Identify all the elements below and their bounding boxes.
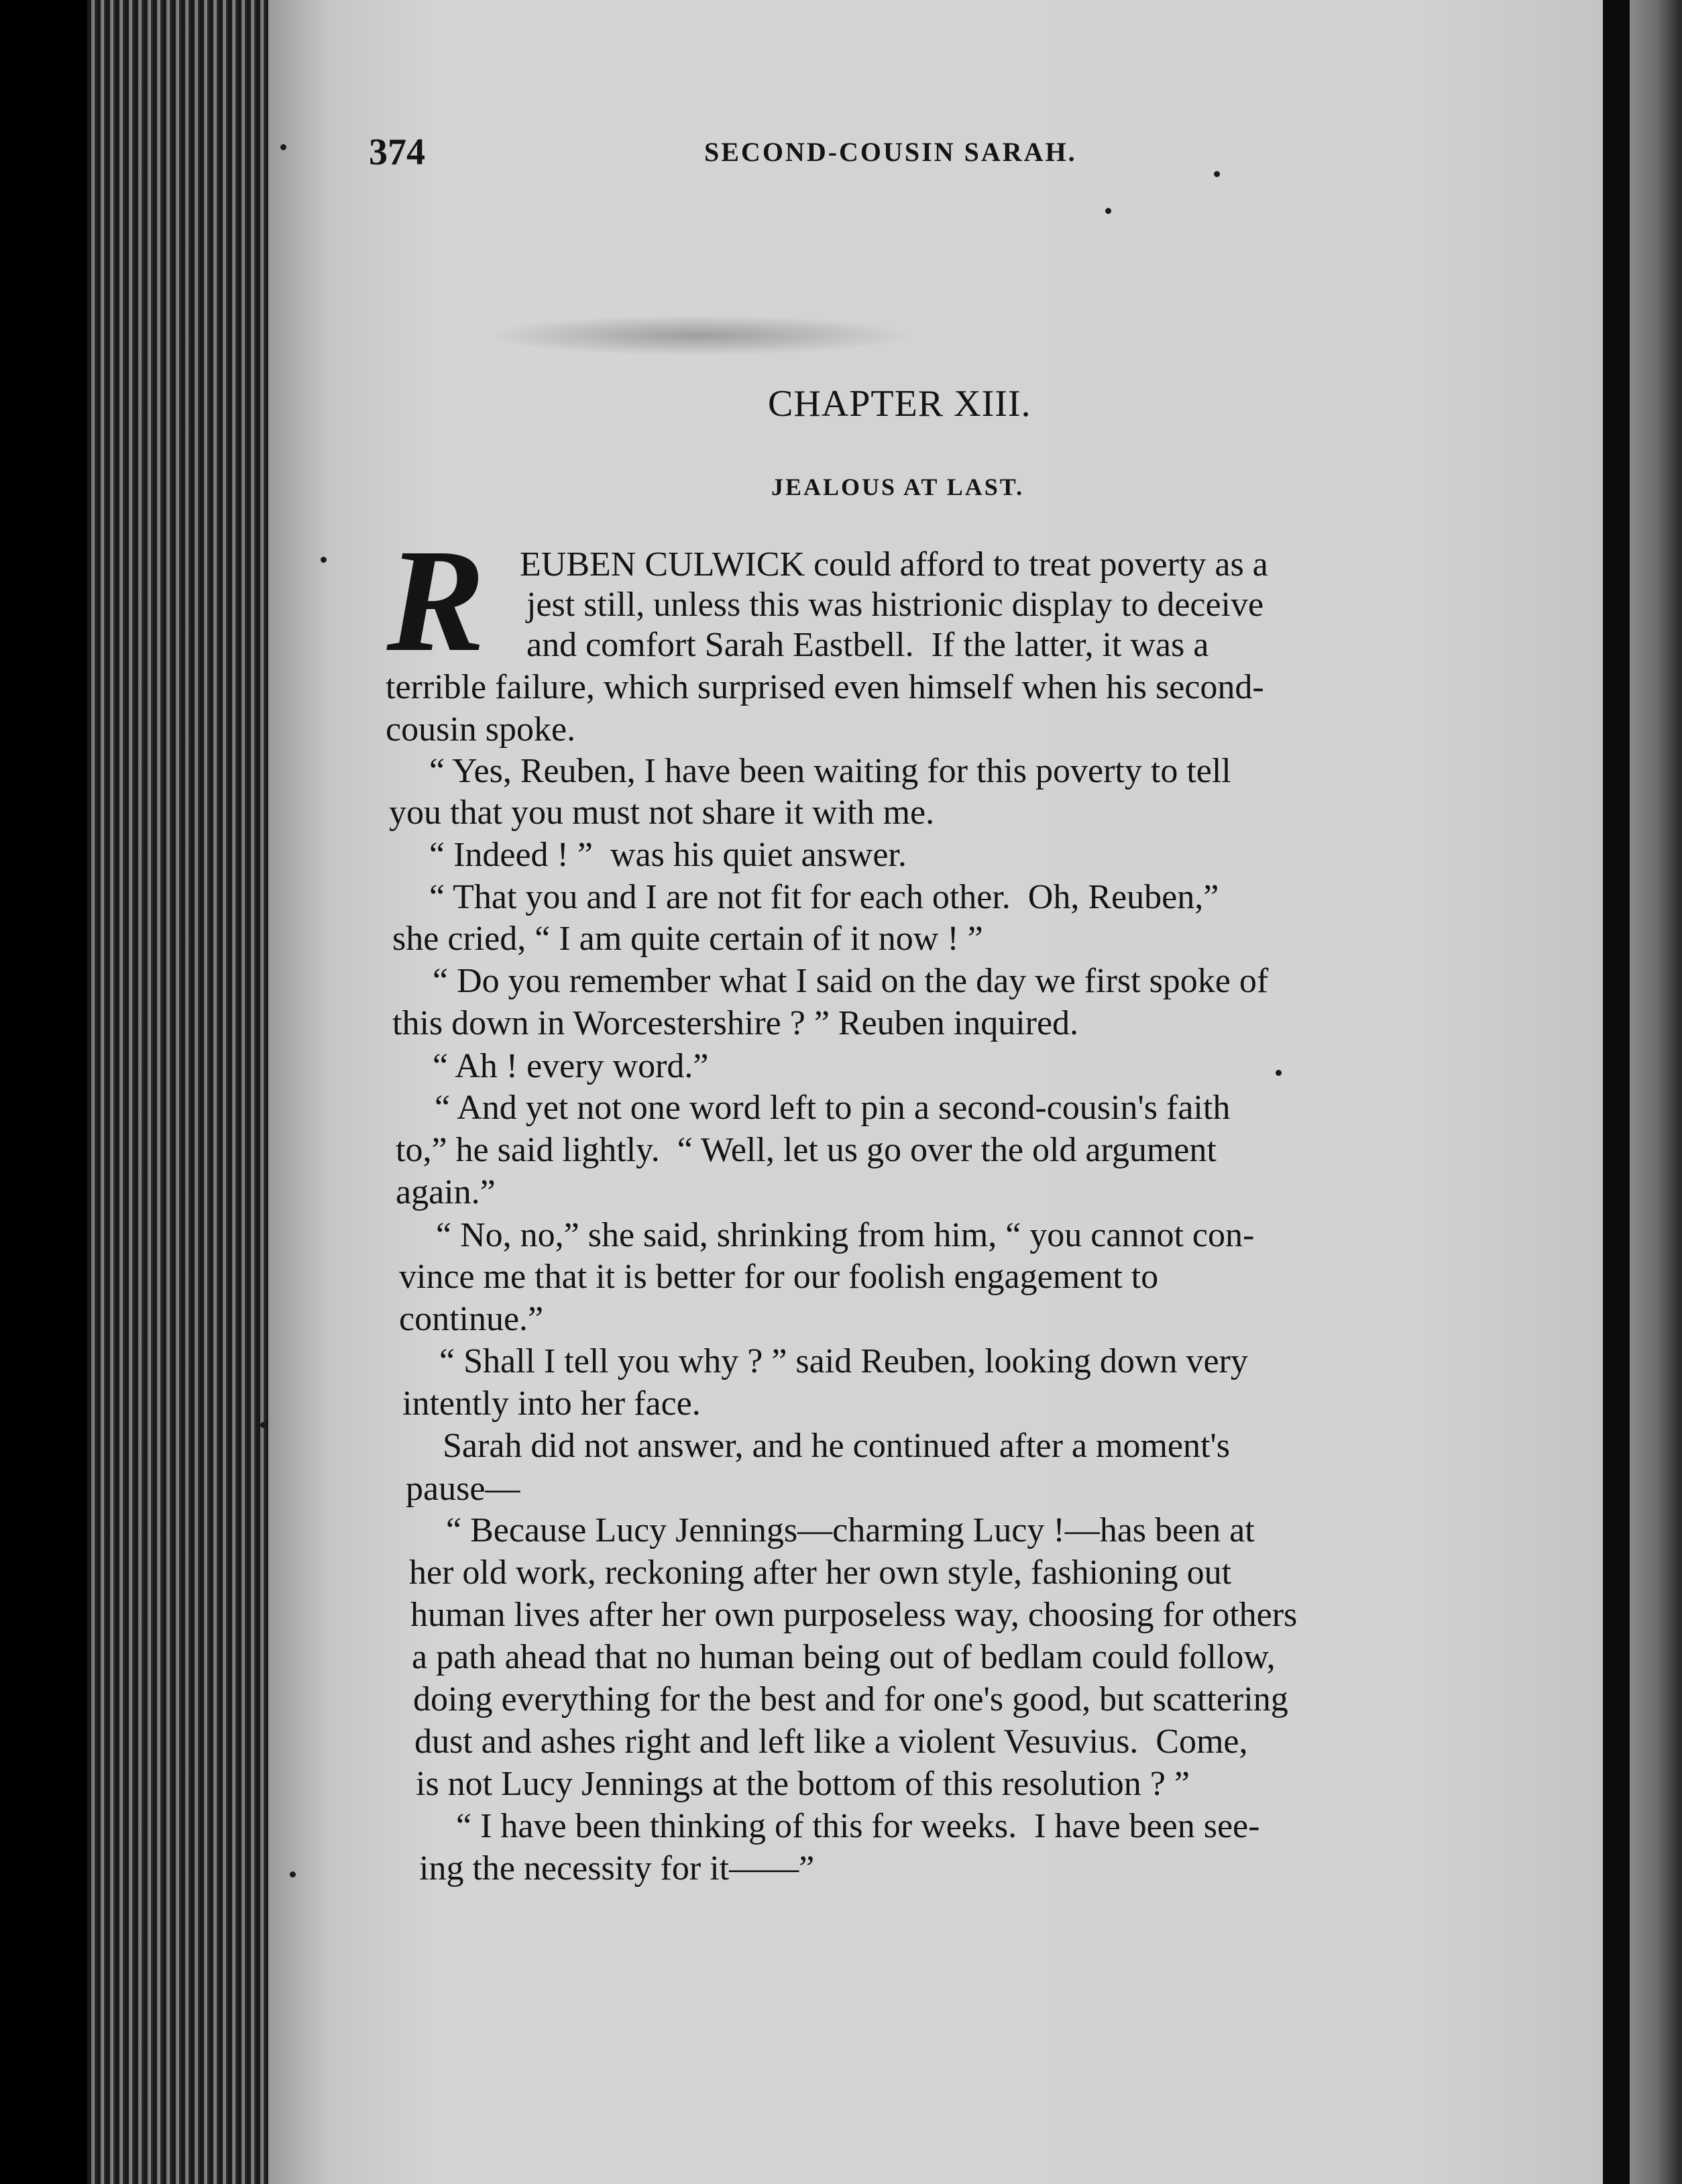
text-line: Sarah did not answer, and he continued after a moment's: [443, 1427, 1231, 1465]
text-line: dust and ashes right and left like a violent Vesuvius. Come,: [414, 1723, 1248, 1761]
text-line: again.”: [396, 1173, 496, 1211]
page-header: [369, 131, 1563, 191]
text-line: pause—: [406, 1470, 520, 1508]
text-line: jest still, unless this was histrionic display to deceive: [526, 586, 1264, 624]
text-line: terrible failure, which surprised even himself when his second-: [386, 668, 1264, 706]
text-line: “ Shall I tell you why ? ” said Reuben, looking down very: [439, 1342, 1248, 1380]
text-line: human lives after her own purposeless way, choosing for others: [410, 1596, 1298, 1634]
text-line: is not Lucy Jennings at the bottom of this resolution ? ”: [416, 1765, 1190, 1803]
text-line: cousin spoke.: [386, 710, 576, 749]
chapter-title: CHAPTER XIII.: [768, 383, 1031, 425]
text-line: vince me that it is better for our foolish engagement to: [399, 1258, 1159, 1296]
text-line: “ Yes, Reuben, I have been waiting for this poverty to tell: [429, 752, 1231, 790]
speck: [1276, 1070, 1282, 1076]
speck: [290, 1871, 296, 1877]
gutter-shadow: [1603, 0, 1630, 2184]
text-line: ing the necessity for it——”: [419, 1849, 815, 1888]
drop-cap: R: [386, 518, 486, 682]
text-line: “ And yet not one word left to pin a second-cousin's faith: [435, 1089, 1231, 1127]
text-line: “ I have been thinking of this for weeks. I have been see-: [456, 1807, 1260, 1845]
text-line: “ Because Lucy Jennings—charming Lucy !—has been at: [446, 1511, 1255, 1549]
page-edges: [87, 0, 288, 2184]
text-line: and comfort Sarah Eastbell. If the latter, it was a: [526, 626, 1209, 664]
text-line: EUBEN CULWICK could afford to treat poverty as a: [520, 545, 1268, 584]
speck: [1105, 208, 1111, 214]
text-line: a path ahead that no human being out of bedlam could follow,: [412, 1638, 1276, 1676]
speck: [280, 144, 286, 150]
speck: [321, 557, 327, 563]
text-line: she cried, “ I am quite certain of it now ! ”: [392, 920, 983, 958]
text-line: you that you must not share it with me.: [389, 794, 935, 832]
text-line: continue.”: [399, 1300, 544, 1338]
text-line: this down in Worcestershire ? ” Reuben inquired.: [392, 1004, 1079, 1042]
ink-smudge: [483, 315, 912, 356]
facing-page-edge: [1630, 0, 1682, 2184]
text-line: “ Indeed ! ” was his quiet answer.: [429, 836, 907, 874]
text-line: doing everything for the best and for one's good, but scattering: [413, 1680, 1288, 1718]
speck: [1214, 171, 1220, 177]
text-line: “ Ah ! every word.”: [433, 1047, 709, 1085]
running-head: SECOND-COUSIN SARAH.: [704, 137, 1077, 167]
text-line: to,” he said lightly. “ Well, let us go over the old argument: [396, 1131, 1217, 1169]
text-line: “ No, no,” she said, shrinking from him, “ you cannot con-: [436, 1216, 1255, 1254]
page-number: 374: [369, 131, 425, 173]
chapter-subtitle: JEALOUS AT LAST.: [771, 474, 1025, 500]
text-line: “ That you and I are not fit for each other. Oh, Reuben,”: [429, 878, 1219, 916]
text-line: “ Do you remember what I said on the day we first spoke of: [433, 962, 1269, 1000]
speck: [260, 1422, 266, 1428]
text-line: intently into her face.: [402, 1384, 701, 1423]
text-line: her old work, reckoning after her own style, fashioning out: [409, 1553, 1232, 1592]
